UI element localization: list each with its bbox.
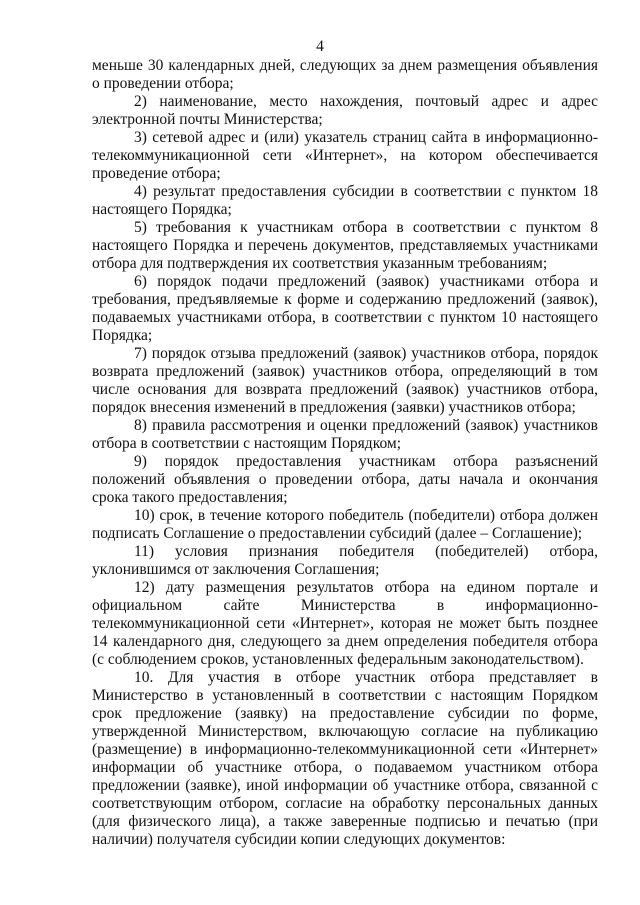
- list-item-3: 3) сетевой адрес и (или) указатель страниц сайта в информационно-телекоммуникационной сети «Интернет», на котором обеспечивается проведение отбора;: [92, 129, 598, 182]
- list-item-12: 12) дату размещения результатов отбора на едином портале и официальном сайте Министерства в информационно-телекоммуникационной сети «Интернет», которая не может быть позднее 14 календарного дня, следующего за днем определения победителя отбора (с соблюдением сроков, установленных федеральным законодательством).: [92, 579, 598, 668]
- list-item-10: 10) срок, в течение которого победитель (победители) отбора должен подписать Соглашение о предоставлении субсидий (далее – Соглашение);: [92, 507, 598, 542]
- list-item-9: 9) порядок предоставления участникам отбора разъяснений положений объявления о проведении отбора, даты начала и окончания срока такого предоставления;: [92, 453, 598, 506]
- list-item-4: 4) результат предоставления субсидии в соответствии с пунктом 18 настоящего Порядка;: [92, 183, 598, 218]
- list-item-7: 7) порядок отзыва предложений (заявок) участников отбора, порядок возврата предложений (заявок) участников отбора, определяющий в том числе основания для возврата предложений (заявок) участников отбора, порядок внесения изменений в предложения (заявки) участников отбора;: [92, 345, 598, 416]
- list-item-6: 6) порядок подачи предложений (заявок) участниками отбора и требования, предъявляемые к форме и содержанию предложений (заявок), подаваемых участниками отбора, в соответствии с пунктом 10 настоящего Порядка;: [92, 273, 598, 344]
- list-item-2: 2) наименование, место нахождения, почтовый адрес и адрес электронной почты Министерства;: [92, 93, 598, 128]
- document-body: [92, 57, 598, 849]
- section-10-paragraph: 10. Для участия в отборе участник отбора представляет в Министерство в установленный в соответствии с настоящим Порядком срок предложение (заявку) на предоставление субсидии по форме, утвержденной Министерством, включающую согласие на публикацию (размещение) в информационно-телекоммуникационной сети «Интернет» информации об участнике отбора, о подаваемом участником отбора предложении (заявке), иной информации об участнике отбора, связанной с соответствующим отбором, согласие на обработку персональных данных (для физического лица), а также заверенные подписью и печатью (при наличии) получателя субсидии копии следующих документов:: [92, 669, 598, 848]
- list-item-5: 5) требования к участникам отбора в соответствии с пунктом 8 настоящего Порядка и перечень документов, представляемых участниками отбора для подтверждения их соответствия указанным требованиям;: [92, 219, 598, 272]
- page-number: 4: [316, 38, 324, 55]
- list-item-11: 11) условия признания победителя (победителей) отбора, уклонившимся от заключения Соглашения;: [92, 543, 598, 578]
- list-item-8: 8) правила рассмотрения и оценки предложений (заявок) участников отбора в соответствии с настоящим Порядком;: [92, 417, 598, 452]
- paragraph-continuation: меньше 30 календарных дней, следующих за днем размещения объявления о проведении отбора;: [92, 57, 598, 92]
